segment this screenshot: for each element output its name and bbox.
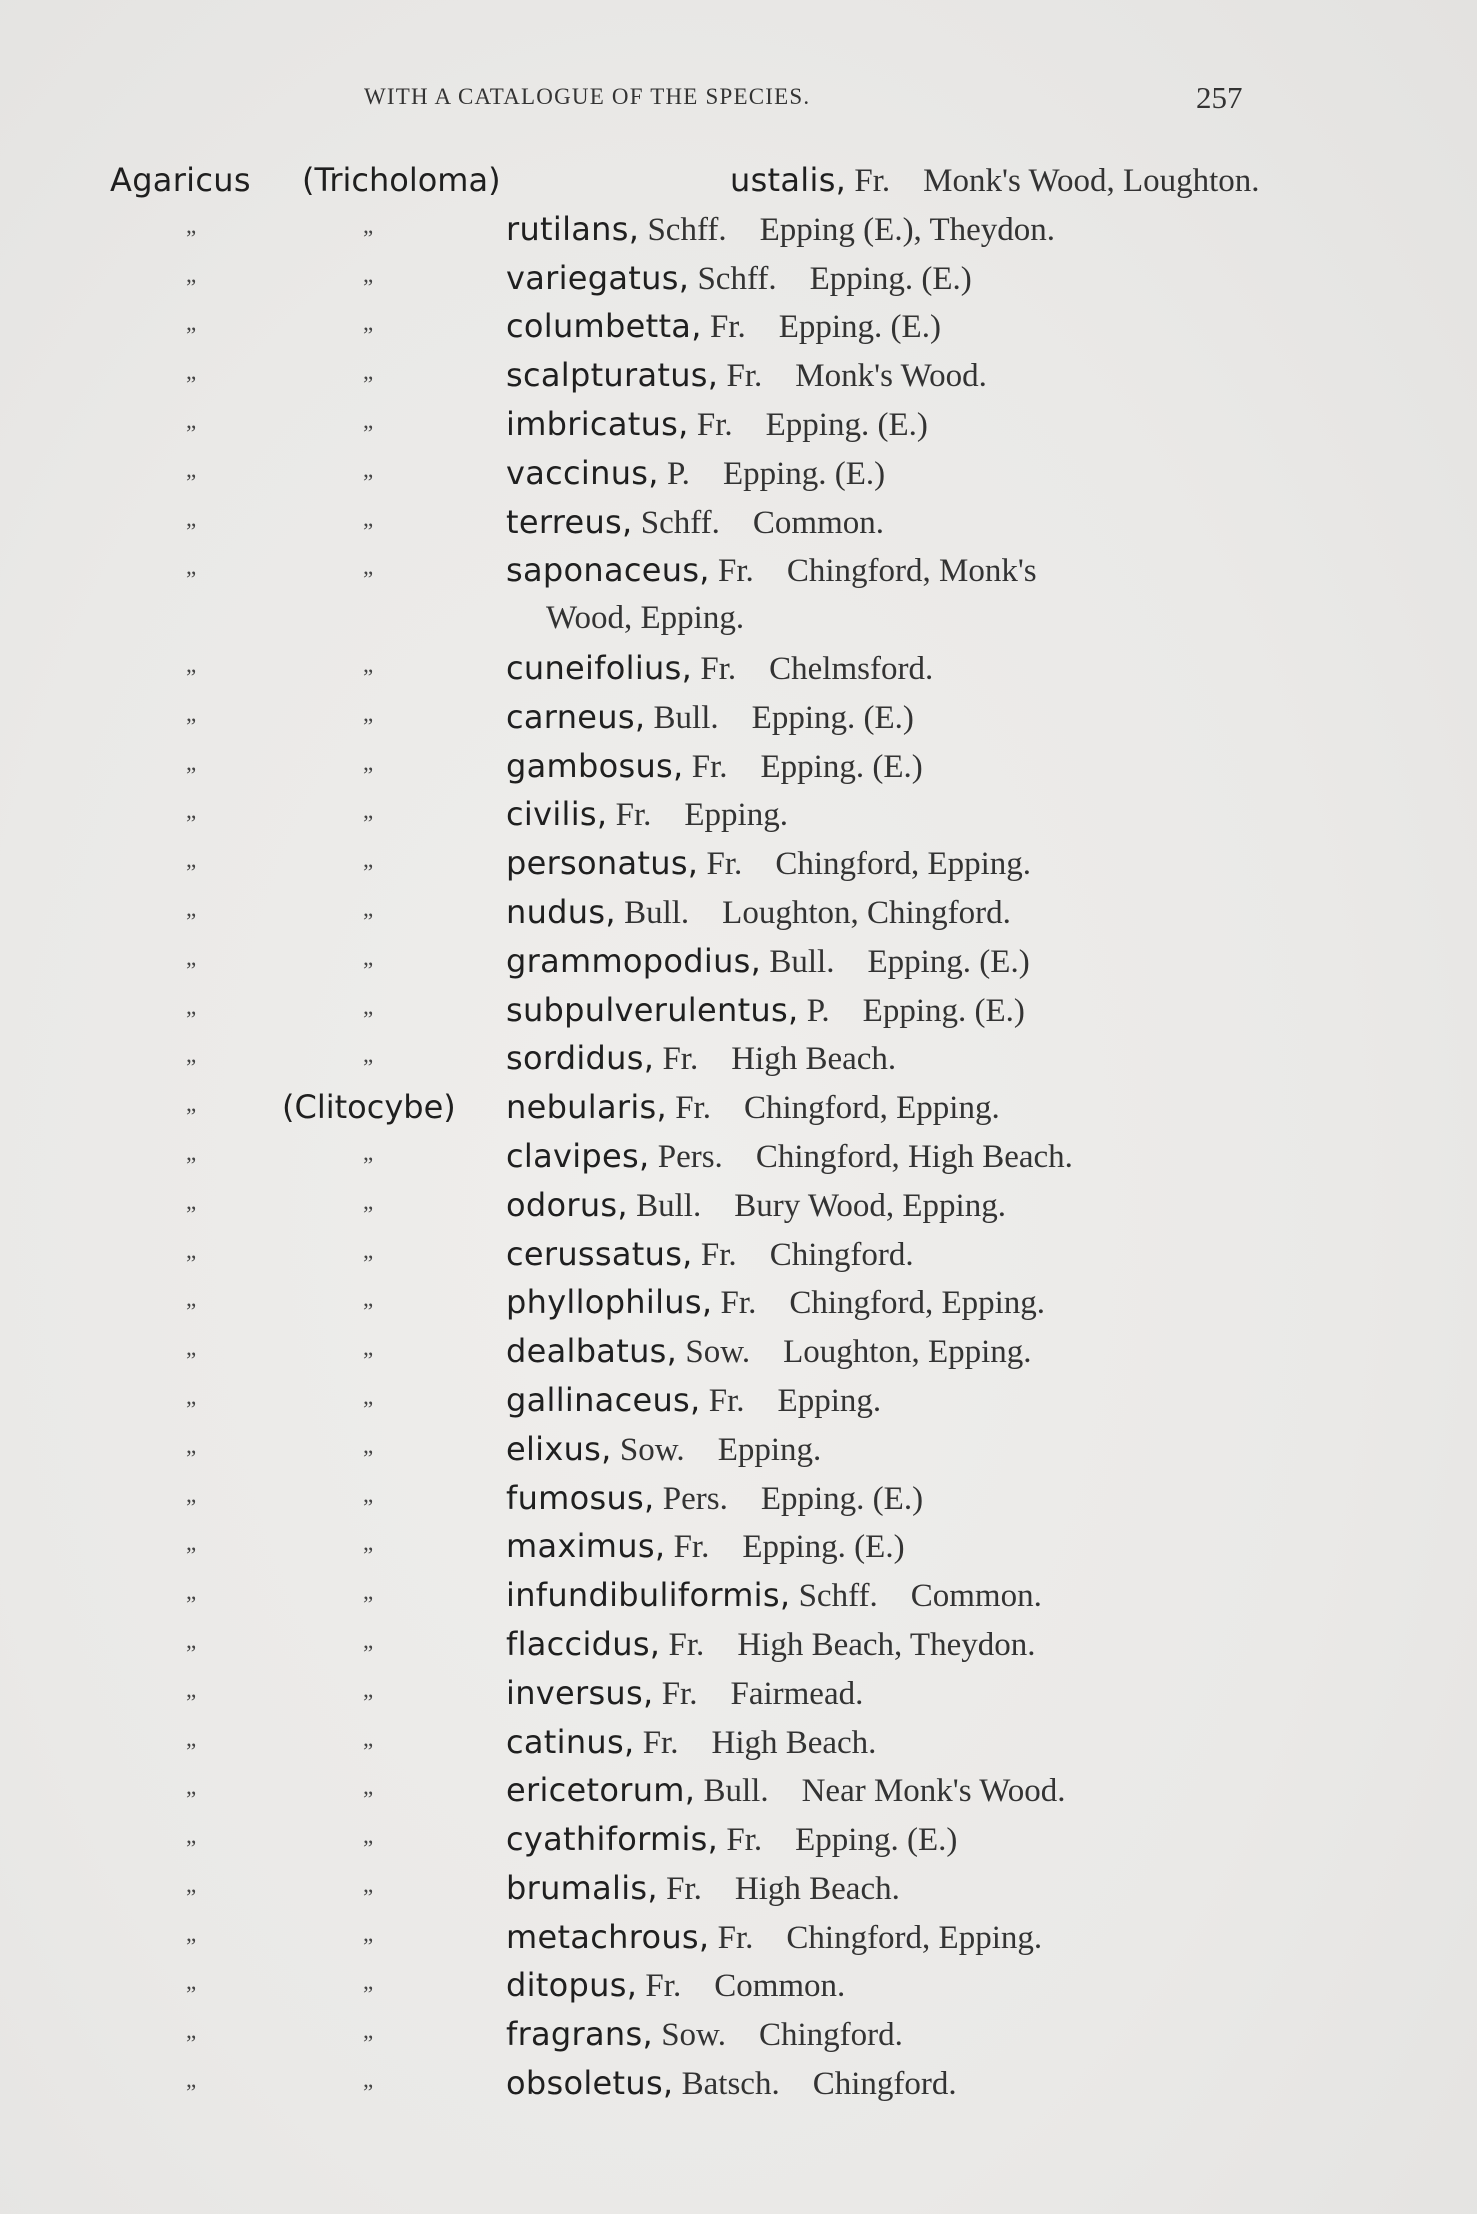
species-name: civilis, (506, 795, 608, 834)
entry-text (506, 1625, 1257, 1664)
ditto-mark-subgenus: ” (363, 323, 374, 349)
authority: Fr. (673, 1529, 710, 1566)
ditto-mark-subgenus: ” (363, 1738, 374, 1764)
species-name: clavipes, (506, 1136, 650, 1175)
catalogue-entry (0, 1668, 1477, 1717)
authority: Fr. (718, 553, 754, 590)
ditto-mark-subgenus: ” (363, 860, 374, 886)
catalogue-entry (0, 838, 1477, 887)
species-name: ditopus, (506, 1966, 638, 2005)
locality-continued: Wood, Epping. (546, 600, 745, 637)
ditto-mark-genus: ” (186, 1445, 197, 1471)
entry-text (506, 1332, 1257, 1371)
authority: Pers. (657, 1138, 723, 1175)
entry-text (506, 698, 1257, 737)
catalogue-entry (0, 497, 1477, 546)
locality: Common. (714, 1968, 846, 2005)
authority: Fr. (854, 163, 891, 199)
ditto-mark-subgenus: ” (363, 1933, 374, 1959)
species-name: fumosus, (506, 1478, 655, 1517)
species-name: ericetorum, (506, 1771, 696, 1810)
species-name: rutilans, (506, 209, 640, 248)
entry-text (506, 1723, 1257, 1762)
ditto-mark-genus: ” (186, 1543, 197, 1569)
entry-text (506, 1771, 1257, 1810)
ditto-mark-genus: ” (186, 1689, 197, 1715)
ditto-mark-genus: ” (186, 1592, 197, 1618)
ditto-mark-genus: ” (186, 1104, 197, 1130)
catalogue-entry (0, 1570, 1477, 1619)
ditto-mark-subgenus: ” (363, 1055, 374, 1081)
ditto-mark-genus: ” (186, 713, 197, 739)
locality: Chingford, Epping. (743, 1090, 1000, 1127)
ditto-mark-subgenus: ” (363, 1006, 374, 1032)
catalogue-entry (0, 789, 1477, 838)
ditto-mark-genus: ” (186, 762, 197, 788)
catalogue-entry (0, 1473, 1477, 1522)
ditto-mark-subgenus: ” (363, 567, 374, 593)
ditto-mark-genus: ” (186, 664, 197, 690)
catalogue-entry (0, 2009, 1477, 2058)
locality: Loughton, Epping. (783, 1334, 1032, 1371)
ditto-mark-genus: ” (186, 469, 197, 495)
authority: Sow. (661, 2017, 726, 2054)
locality: Epping. (777, 1382, 882, 1419)
ditto-mark-subgenus: ” (363, 420, 374, 446)
locality: Fairmead. (730, 1675, 864, 1712)
authority: Fr. (708, 1382, 745, 1419)
locality: Common. (910, 1578, 1042, 1615)
entry-text (506, 2015, 1257, 2054)
entry-text (506, 1966, 1257, 2005)
catalogue-entry (0, 2058, 1477, 2107)
locality: Monk's Wood. (795, 358, 987, 395)
ditto-mark-subgenus: ” (363, 1689, 374, 1715)
catalogue-entry (0, 643, 1477, 692)
species-name: sordidus, (506, 1039, 655, 1078)
ditto-mark-genus: ” (186, 811, 197, 837)
ditto-mark-genus: ” (186, 274, 197, 300)
ditto-mark-genus: ” (186, 1348, 197, 1374)
species-name: cuneifolius, (506, 648, 693, 687)
subgenus-name: (Tricholoma) (302, 161, 501, 199)
species-name: imbricatus, (506, 404, 689, 443)
species-name: maximus, (506, 1527, 666, 1566)
ditto-mark-genus: ” (186, 1494, 197, 1520)
ditto-mark-subgenus: ” (363, 225, 374, 251)
locality: Epping (E.), Theydon. (759, 211, 1056, 248)
catalogue-entry (0, 448, 1477, 497)
species-name: variegatus, (506, 258, 690, 297)
locality: High Beach, Theydon. (737, 1626, 1036, 1663)
ditto-mark-genus: ” (186, 1055, 197, 1081)
catalogue-entry (0, 1229, 1477, 1278)
ditto-mark-genus: ” (186, 1006, 197, 1032)
entry-text (506, 649, 1257, 688)
authority: Bull. (769, 943, 835, 980)
authority: Fr. (662, 1041, 699, 1078)
authority: Fr. (720, 1285, 757, 1322)
catalogue-entry (0, 1521, 1477, 1570)
page-number: 257 (1196, 80, 1243, 115)
locality: Epping. (E.) (742, 1529, 905, 1566)
ditto-mark-subgenus: ” (363, 1201, 374, 1227)
ditto-mark-subgenus: ” (363, 1494, 374, 1520)
locality: Epping. (684, 797, 788, 834)
ditto-mark-subgenus: ” (363, 957, 374, 983)
ditto-mark-genus: ” (186, 1982, 197, 2008)
locality: Bury Wood, Epping. (734, 1187, 1006, 1224)
authority: Fr. (666, 1870, 702, 1907)
ditto-mark-subgenus: ” (363, 1592, 374, 1618)
entry-text (506, 210, 1257, 249)
catalogue-entry (0, 1717, 1477, 1766)
ditto-mark-subgenus: ” (363, 1982, 374, 2008)
ditto-mark-subgenus: ” (363, 469, 374, 495)
locality: Chelmsford. (769, 650, 934, 687)
entry-text (506, 1918, 1257, 1957)
species-name: vaccinus, (506, 453, 659, 492)
ditto-mark-genus: ” (186, 420, 197, 446)
catalogue-entry (0, 1863, 1477, 1912)
authority: Fr. (691, 748, 728, 785)
locality: Epping. (717, 1431, 822, 1468)
catalogue-entry (0, 1765, 1477, 1814)
locality: High Beach. (711, 1724, 877, 1761)
authority: Schff. (647, 211, 727, 248)
species-name: personatus, (506, 844, 699, 883)
ditto-mark-subgenus: ” (363, 1640, 374, 1666)
locality: Chingford. (769, 1236, 914, 1273)
species-name: nudus, (506, 892, 616, 931)
ditto-mark-subgenus: ” (363, 1348, 374, 1374)
authority: Fr. (700, 1236, 737, 1273)
species-name: brumalis, (506, 1868, 658, 1907)
entry-text (506, 747, 1257, 786)
species-name: subpulverulentus, (506, 990, 799, 1029)
entry-text (506, 1039, 1257, 1078)
ditto-mark-genus: ” (186, 1396, 197, 1422)
entry-text (506, 1381, 1257, 1420)
ditto-mark-subgenus: ” (363, 762, 374, 788)
ditto-mark-genus: ” (186, 1250, 197, 1276)
catalogue-entry (0, 1131, 1477, 1180)
species-name: columbetta, (506, 307, 702, 346)
locality: Chingford, Epping. (789, 1285, 1046, 1322)
ditto-mark-genus: ” (186, 1640, 197, 1666)
ditto-mark-subgenus: ” (363, 1445, 374, 1471)
entry-text (506, 1820, 1257, 1859)
species-name: inversus, (506, 1673, 654, 1712)
authority: Fr. (706, 846, 743, 883)
entry-text (506, 1186, 1257, 1225)
authority: Bull. (624, 894, 690, 931)
ditto-mark-subgenus: ” (363, 811, 374, 837)
entry-text (506, 307, 1257, 346)
authority: Batsch. (681, 2066, 780, 2103)
ditto-mark-genus: ” (186, 1299, 197, 1325)
species-name: carneus, (506, 697, 646, 736)
locality: Near Monk's Wood. (801, 1773, 1066, 1810)
entry-text (506, 1527, 1257, 1566)
authority: Schff. (798, 1578, 878, 1615)
authority: Bull. (653, 699, 719, 736)
ditto-mark-genus: ” (186, 1884, 197, 1910)
locality: Chingford. (812, 2066, 957, 2103)
authority: Sow. (619, 1431, 685, 1468)
ditto-mark-genus: ” (186, 1787, 197, 1813)
species-name: fragrans, (506, 2015, 653, 2054)
catalogue-entry (0, 1033, 1477, 1082)
catalogue-entry (0, 253, 1477, 302)
ditto-mark-subgenus: ” (363, 1299, 374, 1325)
genus-name: Agaricus (110, 161, 251, 199)
ditto-mark-subgenus: ” (363, 1787, 374, 1813)
entry-text (506, 1283, 1257, 1322)
entry-text (506, 795, 1257, 834)
ditto-mark-genus: ” (186, 1738, 197, 1764)
ditto-mark-subgenus: ” (363, 664, 374, 690)
ditto-mark-subgenus: ” (363, 372, 374, 398)
entry-text (506, 991, 1257, 1030)
authority: Bull. (636, 1187, 702, 1224)
authority: Bull. (703, 1773, 769, 1810)
entry-text (506, 1576, 1257, 1615)
catalogue-entry (0, 399, 1477, 448)
entry-text (506, 1869, 1257, 1908)
authority: Fr. (615, 797, 652, 834)
ditto-mark-subgenus: ” (363, 1543, 374, 1569)
catalogue-entry (0, 1375, 1477, 1424)
catalogue-entry (0, 1912, 1477, 1961)
species-name: elixus, (506, 1429, 612, 1468)
locality: Epping. (E.) (862, 992, 1025, 1029)
authority: Fr. (726, 358, 763, 395)
ditto-mark-subgenus: ” (363, 1396, 374, 1422)
catalogue-entry (0, 936, 1477, 985)
species-catalogue (0, 155, 1477, 2107)
entry-text (506, 893, 1257, 932)
locality: Epping. (E.) (809, 260, 972, 297)
catalogue-entry (0, 301, 1477, 350)
authority: Fr. (661, 1675, 698, 1712)
ditto-mark-genus: ” (186, 2080, 197, 2106)
species-name: grammopodius, (506, 941, 762, 980)
locality: Epping. (E.) (867, 943, 1030, 980)
authority: P. (666, 455, 690, 492)
locality: Epping. (E.) (778, 309, 941, 346)
locality: Chingford, Epping. (786, 1919, 1043, 1956)
ditto-mark-subgenus: ” (363, 2031, 374, 2057)
ditto-mark-subgenus: ” (363, 1884, 374, 1910)
species-name: gallinaceus, (506, 1380, 701, 1419)
locality: High Beach. (731, 1041, 897, 1078)
species-name: cerussatus, (506, 1234, 693, 1273)
catalogue-entry (0, 204, 1477, 253)
running-head: WITH A CATALOGUE OF THE SPECIES. (364, 84, 811, 109)
entry-text (730, 161, 1260, 200)
ditto-mark-subgenus: ” (363, 518, 374, 544)
ditto-mark-subgenus: ” (363, 713, 374, 739)
ditto-mark-subgenus: ” (363, 2080, 374, 2106)
locality: Common. (752, 504, 884, 541)
catalogue-entry (0, 1424, 1477, 1473)
species-name: metachrous, (506, 1917, 710, 1956)
entry-text (506, 405, 1257, 444)
ditto-mark-genus: ” (186, 1836, 197, 1862)
species-name: saponaceus, (506, 551, 710, 590)
ditto-mark-genus: ” (186, 323, 197, 349)
authority: Sow. (685, 1334, 751, 1371)
entry-text (506, 1235, 1257, 1274)
species-name: cyathiformis, (506, 1820, 719, 1859)
authority: Schff. (697, 260, 777, 297)
catalogue-entry (0, 985, 1477, 1034)
authority: Pers. (662, 1480, 728, 1517)
subgenus-name: (Clitocybe) (282, 1088, 456, 1127)
catalogue-entry (0, 1180, 1477, 1229)
authority: Fr. (726, 1822, 763, 1859)
entry-text (506, 356, 1257, 395)
species-name: odorus, (506, 1185, 628, 1224)
authority: Fr. (709, 309, 746, 346)
catalogue-entry (0, 1277, 1477, 1326)
catalogue-entry (0, 350, 1477, 399)
locality: Epping. (E.) (760, 748, 923, 785)
locality: Epping. (E.) (751, 699, 914, 736)
ditto-mark-subgenus: ” (363, 1152, 374, 1178)
entry-text (506, 551, 1257, 590)
locality: Chingford, Monk's (786, 553, 1037, 590)
ditto-mark-subgenus: ” (363, 1250, 374, 1276)
entry-text (506, 942, 1257, 981)
authority: Fr. (645, 1968, 682, 2005)
ditto-mark-genus: ” (186, 2031, 197, 2057)
ditto-mark-subgenus: ” (363, 908, 374, 934)
ditto-mark-genus: ” (186, 225, 197, 251)
catalogue-entry (0, 1619, 1477, 1668)
species-name: ustalis, (730, 161, 847, 199)
ditto-mark-genus: ” (186, 518, 197, 544)
locality: Epping. (E.) (765, 406, 928, 443)
authority: Fr. (717, 1919, 754, 1956)
locality: Monk's Wood, Loughton. (923, 163, 1260, 199)
ditto-mark-genus: ” (186, 372, 197, 398)
species-name: catinus, (506, 1722, 635, 1761)
authority: Fr. (642, 1724, 679, 1761)
authority: Fr. (700, 650, 737, 687)
ditto-mark-genus: ” (186, 1933, 197, 1959)
locality: Chingford, Epping. (775, 846, 1032, 883)
locality: Epping. (E.) (795, 1822, 958, 1859)
authority: Fr. (675, 1090, 711, 1127)
entry-text (506, 1430, 1257, 1469)
species-name: phyllophilus, (506, 1283, 713, 1322)
ditto-mark-subgenus: ” (363, 274, 374, 300)
authority: Fr. (668, 1626, 705, 1663)
catalogue-entry (0, 1960, 1477, 2009)
catalogue-entry (0, 741, 1477, 790)
entry-text (506, 454, 1257, 493)
ditto-mark-genus: ” (186, 860, 197, 886)
ditto-mark-genus: ” (186, 908, 197, 934)
authority: Schff. (640, 504, 720, 541)
locality: Epping. (E.) (760, 1480, 924, 1517)
locality: Chingford. (758, 2017, 903, 2054)
entry-text (506, 259, 1257, 298)
locality: Loughton, Chingford. (722, 894, 1011, 931)
locality: Epping. (E.) (722, 455, 886, 492)
locality: High Beach. (734, 1870, 900, 1907)
catalogue-entry (0, 692, 1477, 741)
species-name: infundibuliformis, (506, 1576, 791, 1615)
entry-text (506, 1674, 1257, 1713)
ditto-mark-subgenus: ” (363, 1836, 374, 1862)
species-name: obsoletus, (506, 2064, 674, 2103)
catalogue-entry (0, 1082, 1477, 1131)
ditto-mark-genus: ” (186, 1152, 197, 1178)
locality: Chingford, High Beach. (755, 1138, 1073, 1175)
catalogue-entry (0, 1326, 1477, 1375)
species-name: gambosus, (506, 746, 684, 785)
entry-text (506, 2064, 1257, 2103)
catalogue-entry (0, 887, 1477, 936)
catalogue-entry (0, 1814, 1477, 1863)
ditto-mark-genus: ” (186, 957, 197, 983)
entry-text (506, 1479, 1257, 1518)
catalogue-entry (0, 545, 1477, 643)
authority: P. (806, 992, 830, 1029)
ditto-mark-genus: ” (186, 1201, 197, 1227)
entry-text (506, 1088, 1257, 1127)
catalogue-entry (0, 155, 1477, 204)
species-name: scalpturatus, (506, 356, 719, 395)
species-name: nebularis, (506, 1088, 667, 1127)
species-name: dealbatus, (506, 1332, 678, 1371)
species-name: flaccidus, (506, 1624, 661, 1663)
entry-text (506, 1137, 1257, 1176)
entry-text (506, 503, 1257, 542)
authority: Fr. (696, 406, 733, 443)
entry-text (506, 844, 1257, 883)
species-name: terreus, (506, 502, 633, 541)
ditto-mark-genus: ” (186, 567, 197, 593)
